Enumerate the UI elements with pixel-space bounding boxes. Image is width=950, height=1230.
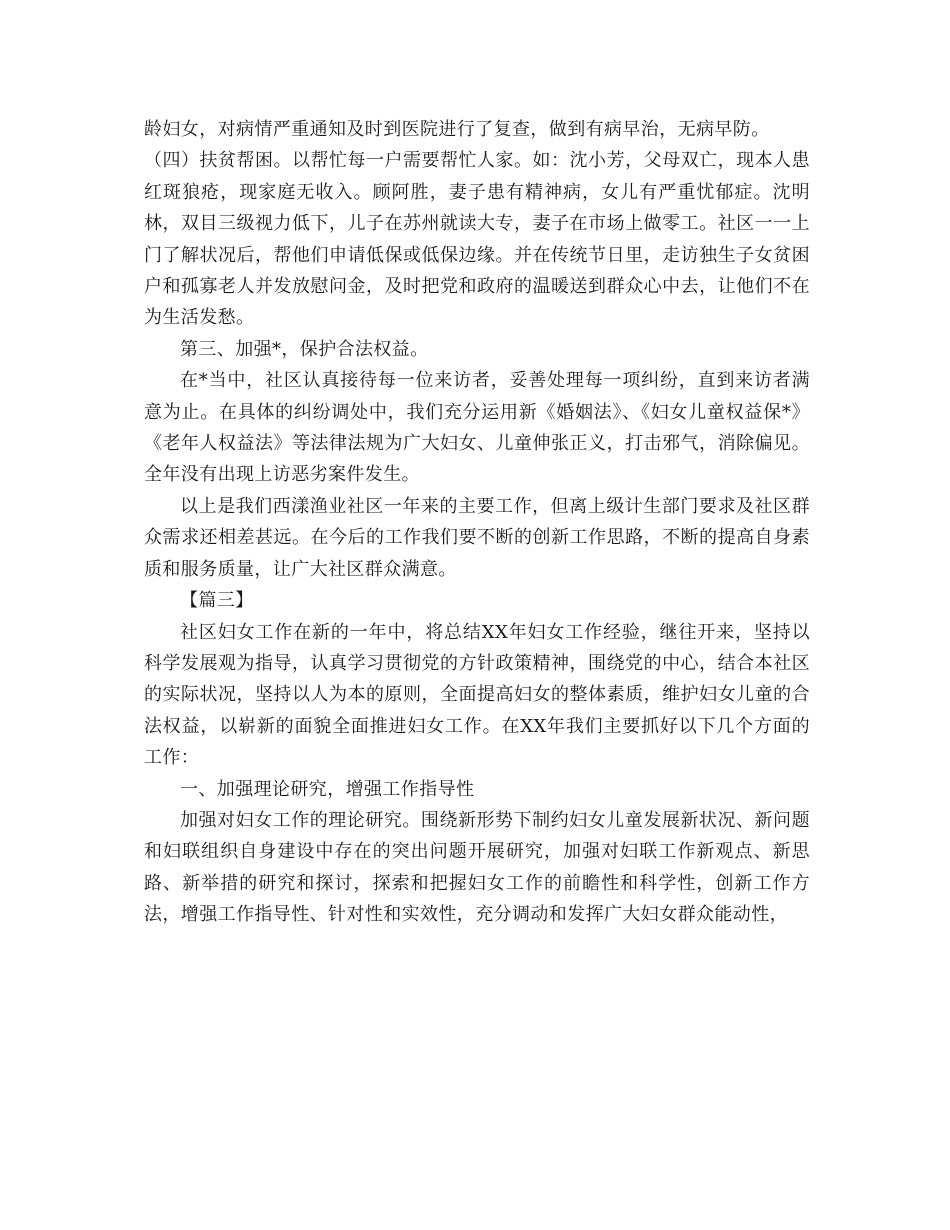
paragraph-intro: 社区妇女工作在新的一年中，将总结XX年妇女工作经验，继往开来，坚持以科学发展观为指导，认真学习贯彻党的方针政策精神，围绕党的中心，结合本社区的实际状况，坚持以人为本的原则，全面提高妇女的整体素质，维护妇女儿童的合法权益，以崭新的面貌全面推进妇女工作。在XX年我们主要抓好以下几个方面的工作： [144,621,810,769]
paragraph-poverty-relief: （四）扶贫帮困。以帮忙每一户需要帮忙人家。如：沈小芳，父母双亡，现本人患红斑狼疮，现家庭无收入。顾阿胜，妻子患有精神病，女儿有严重忧郁症。沈明林，双目三级视力低下，儿子在苏州就读大专，妻子在市场上做零工。社区一一上门了解状况后，帮他们申请低保或低保边缘。并在传统节日里，走访独生子女贫困户和孤寡老人并发放慰问金，及时把党和政府的温暖送到群众心中去，让他们不在为生活发愁。 [144,150,810,329]
paragraph-disputes: 在*当中，社区认真接待每一位来访者，妥善处理每一项纠纷，直到来访者满意为止。在具体的纠纷调处中，我们充分运用新《婚姻法》、《妇女儿童权益保*》《老年人权益法》等法律法规为广大妇女、儿童伸张正义，打击邪气，消除偏见。全年没有出现上访恶劣案件发生。 [144,370,810,486]
paragraph-continuation: 龄妇女，对病情严重通知及时到医院进行了复查，做到有病早治，无病早防。 [144,119,770,140]
paragraph-theory-research: 加强对妇女工作的理论研究。围绕新形势下制约妇女儿童发展新状况、新问题和妇联组织自身建设中存在的突出问题开展研究，加强对妇联工作新观点、新思路、新举措的研究和探讨，探索和把握妇女工作的前瞻性和科学性，创新工作方法，增强工作指导性、针对性和实效性，充分调动和发挥广大妇女群众能动性， [144,809,810,926]
section-heading-one: 一、加强理论研究，增强工作指导性 [180,778,475,800]
document-body [144,114,810,931]
chapter-heading: 【篇三】 [180,590,254,612]
paragraph-summary: 以上是我们西漾渔业社区一年来的主要工作，但离上级计生部门要求及社区群众需求还相差甚远。在今后的工作我们要不断的创新工作思路，不断的提高自身素质和服务质量，让广大社区群众满意。 [144,495,810,580]
section-heading-third: 第三、加强*，保护合法权益。 [180,338,429,360]
